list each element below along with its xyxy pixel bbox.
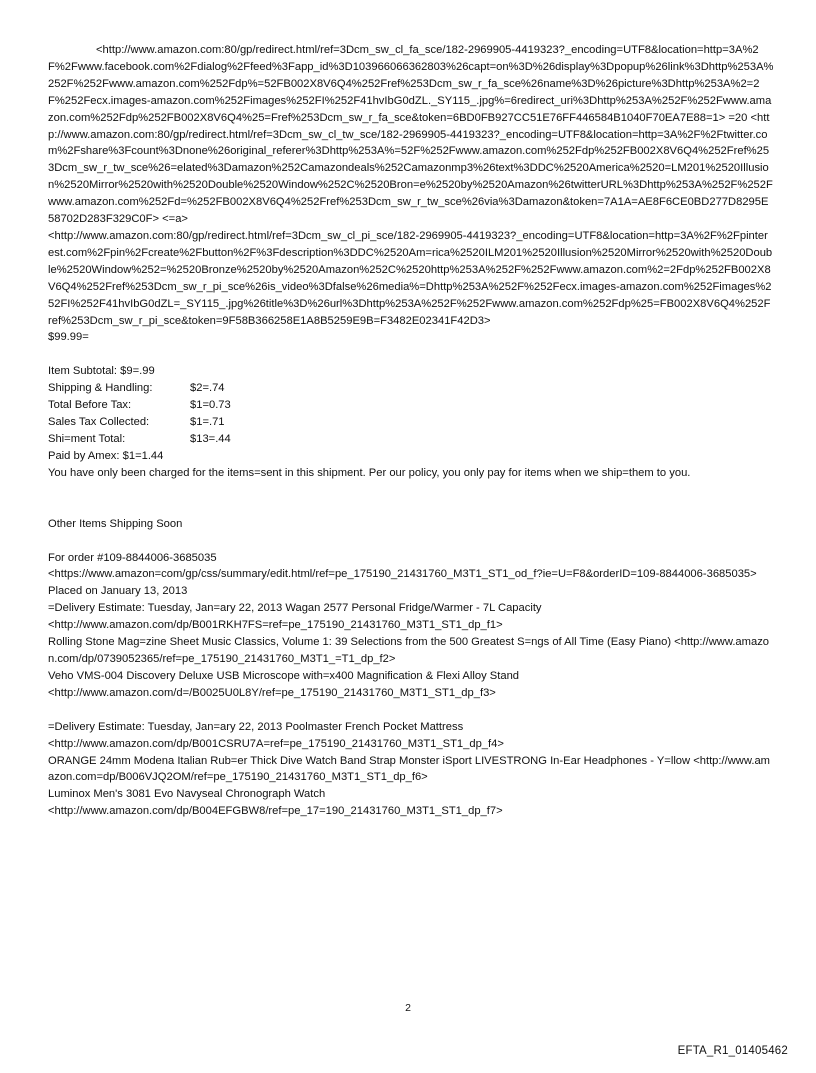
other-items-heading: Other Items Shipping Soon [48,517,183,530]
item-orange-strap[interactable]: ORANGE 24mm Modena Italian Rub=er Thick Dive Watch Band Strap Monster iSport LIVESTRONG In-Ear Headphones - Y=llow <http://www.amazon.com=dp/B006VJQ2OM/ref=pe_175190_21431760_M3T1_ST1_dp_f6> [48,754,771,784]
delivery-estimate-1: =Delivery Estimate: Tuesday, Jan=ary 22, 2013 Wagan 2577 Personal Fridge/Warmer - 7L Capacity [48,602,542,615]
document-body [48,42,774,820]
item-subtotal: Item Subtotal: $9=.99 [48,365,155,378]
paid-by: Paid by Amex: $1=1.44 [48,449,164,462]
charge-policy-note: You have only been charged for the items=sent in this shipment. Per our policy, you only pay for items when we ship=them to you. [48,466,691,479]
order-summary [48,363,774,481]
item-link-f7[interactable]: <http://www.amazon.com/dp/B004EFGBW8/ref=pe_17=190_21431760_M3T1_ST1_dp_f7> [48,805,503,818]
summary-row-sales-tax: Sales Tax Collected: $1=.71 [48,416,225,429]
summary-row-shipping: Shipping & Handling: $2=.74 [48,382,225,395]
item-link-f4[interactable]: <http://www.amazon.com/dp/B001CSRU7A=ref=pe_175190_21431760_M3T1_ST1_dp_f4> [48,737,504,750]
item-price: $99.99= [48,331,89,344]
summary-row-shipment-total: Shi=ment Total: $13=.44 [48,432,231,445]
page-number: 2 [405,1002,411,1014]
facebook-twitter-share-links[interactable]: <http://www.amazon.com:80/gp/redirect.html/ref=3Dcm_sw_cl_fa_sce/182-2969905-4419323?_encoding=UTF8&location=http=3A%2F%2Fwww.facebook.com%2Fdialog%2Ffeed%3Fapp_id%3D103966066362803%26capt=on%3D%26display%3Dpopup%26link%3Dhttp%253A%252F%252Fwww.amazon.com%252Fdp%=52FB002X8V6Q4%252Fref%253Dcm_sw_r_fa_sce%26name%3D%26picture%3Dhttp%253A%2=2F%252Fecx.images-amazon.com%252Fimages%252FI%252F41hvIbG0dZL._SY115_.jpg%=6redirect_uri%3Dhttp%253A%252F%252Fwww.amazon.com%252Fdp%252FB002X8V6Q4%25=Fref%253Dcm_sw_r_fa_sce&token=6BD0FB927CC51E76FF446584B1040F70EA7E88=1> =20 <http://www.amazon.com:80/gp/redirect.html/ref=3Dcm_sw_cl_tw_sce/182-2969905-4419323?_encoding=UTF8&location=http=3A%2F%2Ftwitter.com%2Fshare%3Fcount%3Dnone%26original_referer%3Dhttp%253A%=52F%252Fwww.amazon.com%252Fdp%252FB002X8V6Q4%252Fref%253Dcm_sw_r_tw_sce%26=elated%3Damazon%252Camazondeals%252Camazonmp3%26text%3DDC%2520America%2520=LM201%2520Illusion%2520Mirror%2520with%2520Double%2520Window%252C%2520Bron=e%2520by%2520Amazon%26twitterURL%3Dhttp%253A%252F%252Fwww.amazon.com%252Fd=%252FB002X8V6Q4%252Fref%253Dcm_sw_r_tw_sce%26via%3Damazon&token=7A1A=AE8F6CE0BD277D8295E58702D283F329C0F> <=a> [48,44,774,226]
delivery-group-1 [48,600,774,701]
item-luminox-watch: Luminox Men's 3081 Evo Navyseal Chronograph Watch [48,788,326,801]
order-placed-date: Placed on January 13, 2013 [48,585,188,598]
order-link[interactable]: <https://www.amazon=com/gp/css/summary/edit.html/ref=pe_175190_21431760_M3T1_ST1_od_f?ie=U=F8&orderID=109-8844006-3685035> [48,568,757,581]
pinterest-share-link[interactable]: <http://www.amazon.com:80/gp/redirect.html/ref=3Dcm_sw_cl_pi_sce/182-2969905-4419323?_encoding=UTF8&location=http=3A%2F%2Fpinterest.com%2Fpin%2Fcreate%2Fbutton%2F%3Fdescription%3DDC%2520Am=rica%2520ILM201%2520Illusion%2520Mirror%2520with%2520Double%2520Window%252=%2520Bronze%2520by%2520Amazon%252C%2520http%253A%252F%252Fwww.amazon.com%2=2Fdp%252FB002X8V6Q4%252Fref%253Dcm_sw_r_pi_sce%26is_video%3Dfalse%26media%=Dhttp%253A%252F%252Fecx.images-amazon.com%252Fimages%252FI%252F41hvIbG0dZL=_SY115_.jpg%26title%3D%26url%3Dhttp%253A%252F%252Fwww.amazon.com%252Fdp%25=FB002X8V6Q4%252Fref%253Dcm_sw_r_pi_sce&token=9F58B366258E1A8B5259E9B=F3482E02341F42D3> [48,229,773,327]
bates-stamp: EFTA_R1_01405462 [677,1045,788,1057]
item-link-f1[interactable]: <http://www.amazon.com/dp/B001RKH7FS=ref=pe_175190_21431760_M3T1_ST1_dp_f1> [48,619,503,632]
item-veho-microscope: Veho VMS-004 Discovery Deluxe USB Microscope with=x400 Magnification & Flexi Alloy Stand [48,669,520,682]
order-number: For order #109-8844006-3685035 [48,551,217,564]
delivery-group-2 [48,719,774,820]
item-link-f3[interactable]: <http://www.amazon.com/d=/B0025U0L8Y/ref=pe_175190_21431760_M3T1_ST1_dp_f3> [48,686,496,699]
delivery-estimate-2: =Delivery Estimate: Tuesday, Jan=ary 22, 2013 Poolmaster French Pocket Mattress [48,720,464,733]
summary-row-total-before-tax: Total Before Tax: $1=0.73 [48,399,231,412]
item-rolling-stone[interactable]: Rolling Stone Mag=zine Sheet Music Classics, Volume 1: 39 Selections from the 500 Greatest S=ngs of All Time (Easy Piano) <http://www.amazon.com/dp/0739052365/ref=pe_175190_21431760_M3T1_=T1_dp_f2> [48,636,770,665]
